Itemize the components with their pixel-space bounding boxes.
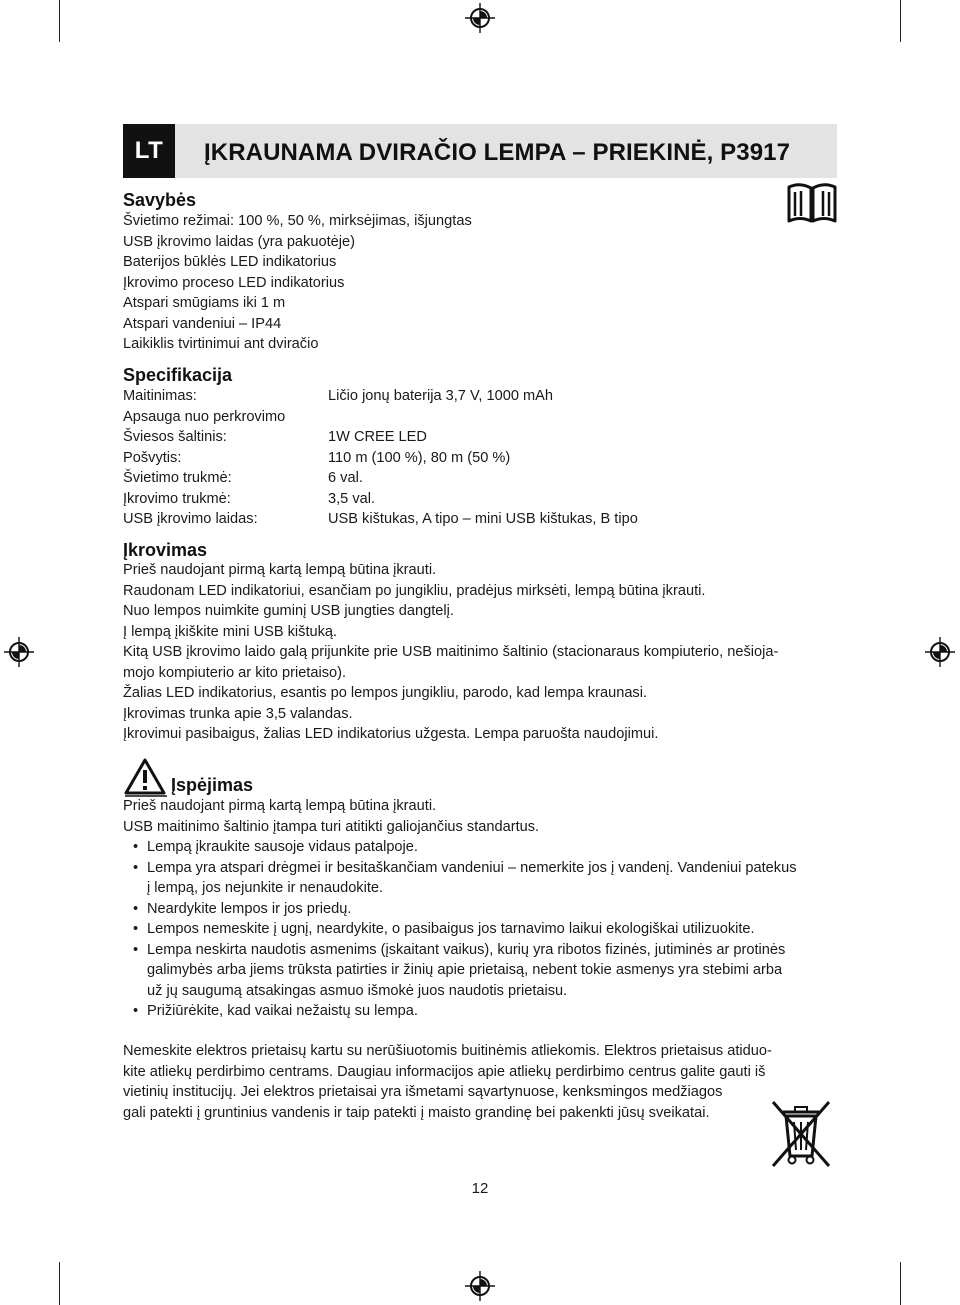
warning-bullet	[133, 1001, 853, 1022]
warning-line: Prieš naudojant pirmą kartą lempą būtina įkrauti.	[123, 798, 437, 814]
warning-bullet	[133, 858, 853, 899]
disposal-line: gali patekti į gruntinius vandenis ir taip patekti į maisto grandinę bei pakenkti jūsų sveikatai.	[123, 1104, 710, 1121]
charging-line: Įkrovimui pasibaigus, žalias LED indikatorius užgesta. Lempa paruošta naudojimui.	[123, 726, 659, 742]
spec-value: 1W CREE LED	[328, 429, 427, 445]
spec-value: 110 m (100 %), 80 m (50 %)	[328, 449, 511, 466]
spec-key: Maitinimas:	[123, 388, 197, 404]
registration-mark-icon	[465, 1271, 495, 1301]
warning-line: USB maitinimo šaltinio įtampa turi atitikti galiojančius standartus.	[123, 818, 540, 835]
spec-key: USB įkrovimo laidas:	[123, 511, 258, 527]
page-title: ĮKRAUNAMA DVIRAČIO LEMPA – PRIEKINĖ, P3917	[204, 139, 791, 166]
disposal-line: vietinių institucijų. Jei elektros prietaisai yra išmetami sąvartynuose, kenksmingos medžiagos	[123, 1084, 723, 1100]
spec-key: Šviesos šaltinis:	[123, 429, 227, 445]
language-badge: LT	[123, 124, 175, 178]
bullet-line: Lempos nemeskite į ugnį, neardykite, o pasibaigus jos tarnavimo laikui ekologiškai utilizuokite.	[147, 921, 755, 937]
warning-bullet	[133, 899, 853, 920]
spec-value: 3,5 val.	[328, 490, 376, 507]
bullet-line: Lempą įkraukite sausoje vidaus patalpoje.	[147, 839, 418, 855]
warning-triangle-icon	[123, 757, 167, 797]
bullet-dot-icon: •	[133, 1003, 139, 1019]
warning-bullet	[133, 940, 853, 1002]
bullet-line: į lempą, jos nejunkite ir nenaudokite.	[147, 880, 384, 896]
spec-key: Švietimo trukmė:	[123, 470, 232, 486]
feature-item: Įkrovimo proceso LED indikatorius	[123, 274, 345, 291]
spec-key: Pošvytis:	[123, 449, 182, 466]
spec-value: 6 val.	[328, 470, 363, 486]
charging-line: Į lempą įkiškite mini USB kištuką.	[123, 623, 338, 640]
bullet-line: galimybės arba jiems trūksta patirties ir žinių apie prietaisą, nebent tokie asmenys yra stebimi arba	[147, 962, 783, 978]
page-number: 12	[471, 1180, 489, 1197]
trim-line-bottom-left	[59, 1262, 60, 1305]
trim-line-left	[59, 0, 60, 42]
crossed-bin-icon	[767, 1098, 835, 1168]
charging-line: Žalias LED indikatorius, esantis po lempos jungikliu, parodo, kad lempa kraunasi.	[123, 685, 648, 701]
charging-line: Įkrovimas trunka apie 3,5 valandas.	[123, 705, 353, 722]
spec-value: Ličio jonų baterija 3,7 V, 1000 mAh	[328, 388, 554, 404]
bullet-dot-icon: •	[133, 900, 139, 917]
charging-line: Raudonam LED indikatoriui, esančiam po jungikliu, pradėjus mirksėti, lempą būtina įkrauti.	[123, 582, 706, 599]
spec-value: USB kištukas, A tipo – mini USB kištukas, B tipo	[328, 511, 638, 527]
registration-mark-icon	[465, 3, 495, 33]
registration-mark-icon	[925, 637, 955, 667]
trim-line-bottom-right	[900, 1262, 901, 1305]
warning-heading: Įspėjimas	[171, 775, 254, 795]
features-heading: Savybės	[123, 190, 197, 210]
spec-key: Apsauga nuo perkrovimo	[123, 408, 286, 425]
warning-bullet	[133, 837, 853, 858]
bullet-line: Lempa yra atspari drėgmei ir besitaškančiam vandeniui – nemerkite jos į vandenį. Vandeniui patekus	[147, 859, 797, 876]
spec-heading: Specifikacija	[123, 365, 233, 385]
bullet-line: už jų saugumą atsakingas asmuo išmokė juos naudotis prietaisu.	[147, 982, 568, 999]
bullet-line: Prižiūrėkite, kad vaikai nežaistų su lempa.	[147, 1003, 418, 1019]
feature-item: Švietimo režimai: 100 %, 50 %, mirksėjimas, išjungtas	[123, 213, 472, 229]
registration-mark-icon	[4, 637, 34, 667]
bullet-line: Lempa neskirta naudotis asmenims (įskaitant vaikus), kurių yra ribotos fizinės, jutiminės ar protinės	[147, 941, 786, 958]
bullet-dot-icon: •	[133, 941, 139, 958]
feature-item: USB įkrovimo laidas (yra pakuotėje)	[123, 233, 355, 250]
spec-key: Įkrovimo trukmė:	[123, 490, 231, 507]
charging-heading: Įkrovimas	[123, 540, 208, 560]
manual-book-icon	[786, 183, 838, 225]
bullet-dot-icon: •	[133, 839, 139, 855]
warning-bullet	[133, 919, 853, 940]
charging-line: Kitą USB įkrovimo laido galą prijunkite prie USB maitinimo šaltinio (stacionaraus kompiuterio, nešioja-	[123, 644, 779, 660]
charging-line: Prieš naudojant pirmą kartą lempą būtina įkrauti.	[123, 562, 437, 578]
bullet-line: Neardykite lempos ir jos priedų.	[147, 900, 352, 917]
disposal-line: kite atliekų perdirbimo centrams. Daugiau informacijos apie atliekų perdirbimo centrus galite gauti iš	[123, 1063, 766, 1080]
feature-item: Baterijos būklės LED indikatorius	[123, 254, 337, 270]
bullet-dot-icon: •	[133, 921, 139, 937]
feature-item: Atspari vandeniui – IP44	[123, 315, 282, 332]
disposal-line: Nemeskite elektros prietaisų kartu su nerūšiuotomis buitinėmis atliekomis. Elektros prietaisus atiduo-	[123, 1043, 772, 1059]
bullet-dot-icon: •	[133, 859, 139, 876]
feature-item: Atspari smūgiams iki 1 m	[123, 295, 286, 311]
feature-item: Laikiklis tvirtinimui ant dviračio	[123, 336, 319, 352]
charging-line: Nuo lempos nuimkite guminį USB jungties dangtelį.	[123, 603, 454, 619]
trim-line-right	[900, 0, 901, 42]
charging-line: mojo kompiuterio ar kito prietaiso).	[123, 664, 347, 681]
